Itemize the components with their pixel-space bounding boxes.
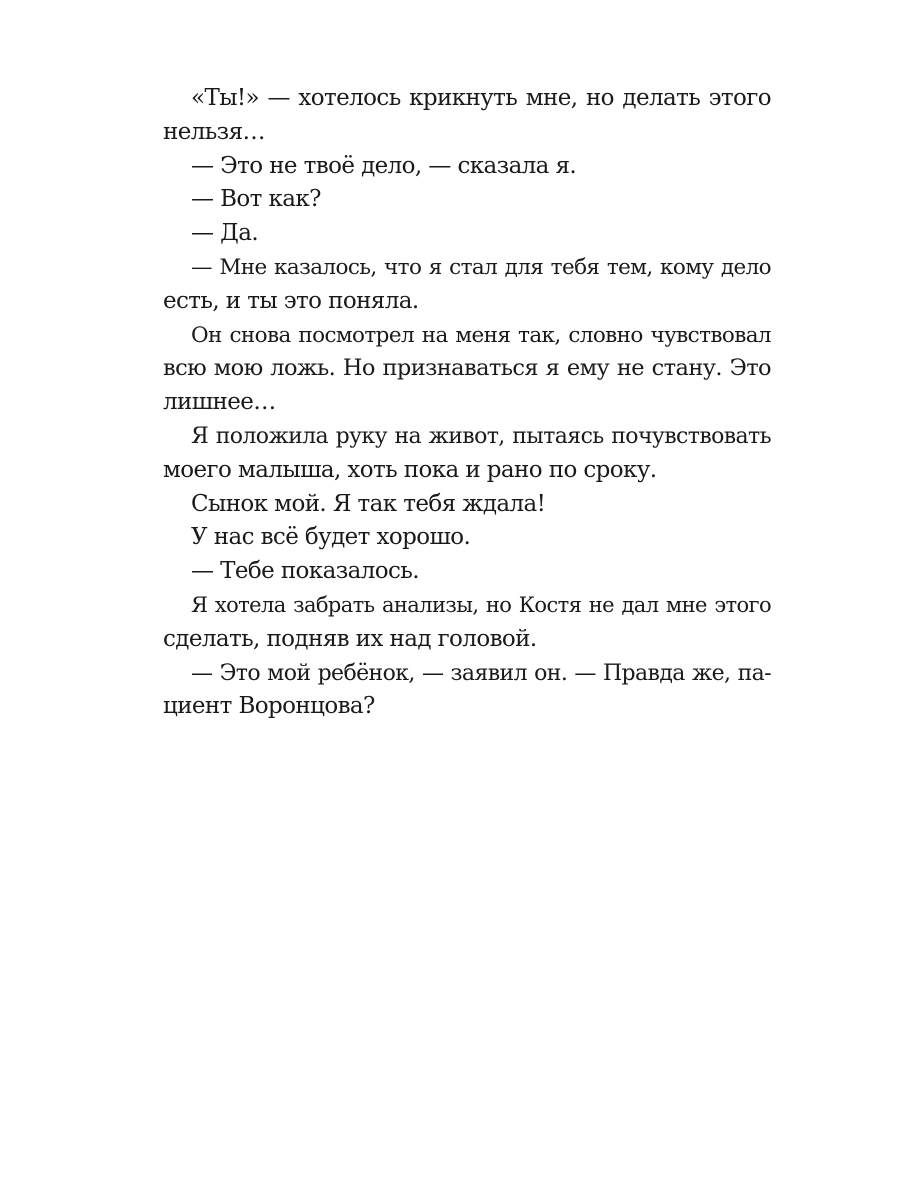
text-line: лишнее… [163, 389, 276, 416]
text-line: есть, и ты это поняла. [163, 287, 419, 314]
text-line: — Тебе показалось. [191, 558, 419, 585]
text-line: Сынок мой. Я так тебя ждала! [191, 490, 546, 517]
text-line: циент Воронцова? [163, 693, 375, 720]
text-line: Я положила руку на живот, пытаясь почувствовать [191, 423, 771, 449]
text-line: — Мне казалось, что я стал для тебя тем, кому дело [191, 254, 771, 280]
text-line: — Да. [191, 220, 259, 247]
text-line: Я хотела забрать анализы, но Костя не дал мне этого [191, 592, 771, 617]
text-line: У нас всё будет хорошо. [191, 524, 471, 551]
text-line: «Ты!» — хотелось крикнуть мне, но делать этого [191, 85, 771, 111]
text-line: сделать, подняв их над головой. [163, 625, 537, 652]
text-line: — Это мой ребёнок, — заявил он. — Правда же, па- [191, 660, 771, 686]
text-line: моего малыша, хоть пока и рано по сроку. [163, 456, 657, 483]
text-line: Он снова посмотрел на меня так, словно чувствовал [191, 322, 771, 348]
text-line: — Это не твоё дело, — сказала я. [191, 152, 577, 179]
text-line: нельзя… [163, 118, 265, 145]
text-line: — Вот как? [191, 186, 321, 213]
text-line: всю мою ложь. Но признаваться я ему не стану. Это [163, 355, 771, 382]
page-text [163, 82, 771, 724]
